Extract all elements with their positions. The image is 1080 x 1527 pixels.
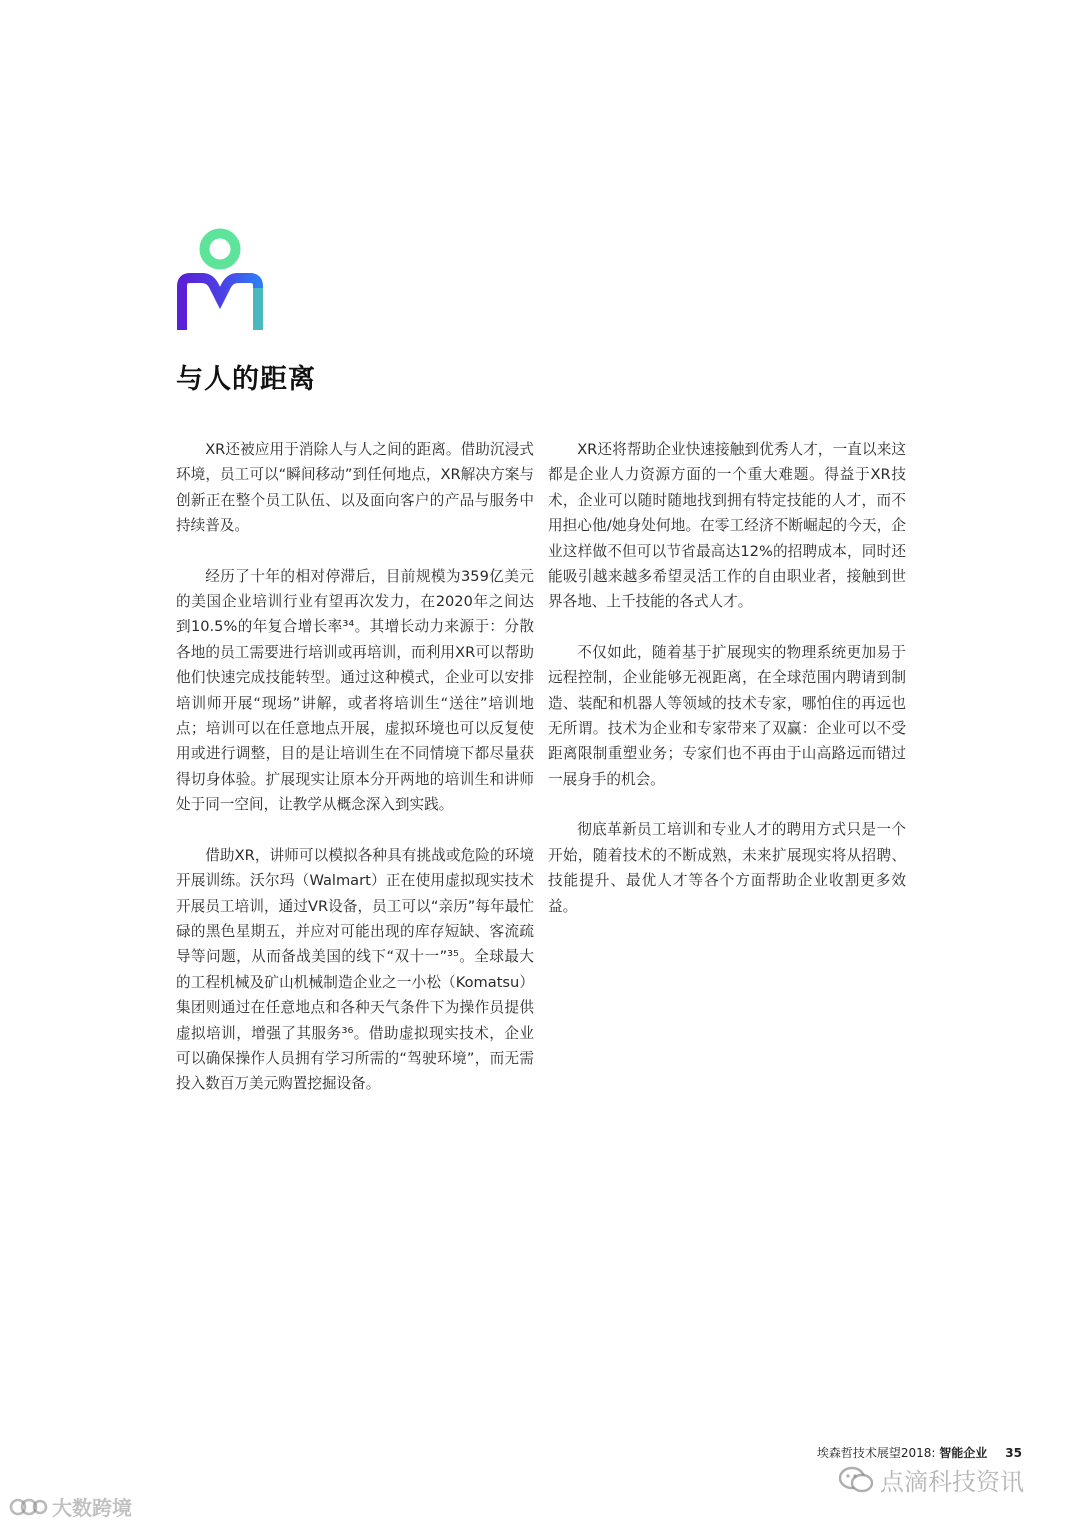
page-number: 35 — [1005, 1446, 1022, 1460]
right-column — [548, 437, 906, 944]
page-footer — [817, 1444, 1022, 1461]
watermark-left — [8, 1492, 132, 1521]
watermark-right — [838, 1462, 1024, 1497]
watermark-text: 大数跨境 — [52, 1496, 132, 1520]
paragraph: 经历了十年的相对停滞后，目前规模为359亿美元的美国企业培训行业有望再次发力，在2020年之间达到10.5%的年复合增长率³⁴。其增长动力来源于：分散各地的员工需要进行培训或再培训，而利用XR可以帮助他们快速完成技能转型。通过这种模式，企业可以安排培训师开展“现场”讲解，或者将培训生“送往”培训地点；培训可以在任意地点开展，虚拟环境也可以反复使用或进行调整，目的是让培训生在不同情境下都尽量获得切身体验。扩展现实让原本分开两地的培训生和讲师处于同一空间，让教学从概念深入到实践。 — [176, 567, 534, 814]
person-icon — [172, 228, 268, 332]
paragraph: XR还被应用于消除人与人之间的距离。借助沉浸式环境，员工可以“瞬间移动”到任何地点，XR解决方案与创新正在整个员工队伍、以及面向客户的产品与服务中持续普及。 — [176, 441, 534, 535]
section-name: 智能企业 — [939, 1446, 988, 1460]
chain-icon — [8, 1495, 48, 1519]
paragraph: 借助XR，讲师可以模拟各种具有挑战或危险的环境开展训练。沃尔玛（Walmart）正在使用虚拟现实技术开展员工培训，通过VR设备，员工可以“亲历”每年最忙碌的黑色星期五，并应对可能出现的库存短缺、客流疏导等问题，从而备战美国的线下“双十一”³⁵。全球最大的工程机械及矿山机械制造企业之一小松（Komatsu）集团则通过在任意地点和各种天气条件下为操作员提供虚拟培训，增强了其服务³⁶。借助虚拟现实技术，企业可以确保操作人员拥有学习所需的“驾驶环境”，而无需投入数百万美元购置挖掘设备。 — [176, 846, 534, 1093]
page-title: 与人的距离 — [176, 364, 316, 395]
paragraph: 不仅如此，随着基于扩展现实的物理系统更加易于远程控制，企业能够无视距离，在全球范围内聘请到制造、装配和机器人等领域的技术专家，哪怕住的再远也无所谓。技术为企业和专家带来了双赢：企业可以不受距离限制重塑业务；专家们也不再由于山高路远而错过一展身手的机会。 — [548, 643, 906, 788]
publication-name: 埃森哲技术展望2018: — [816, 1446, 940, 1460]
watermark-text: 点滴科技资讯 — [880, 1468, 1024, 1496]
paragraph: XR还将帮助企业快速接触到优秀人才，一直以来这都是企业人力资源方面的一个重大难题。得益于XR技术，企业可以随时随地找到拥有特定技能的人才，而不用担心他/她身处何地。在零工经济不断崛起的今天，企业这样做不但可以节省最高达12%的招聘成本，同时还能吸引越来越多希望灵活工作的自由职业者，接触到世界各地、上千技能的各式人才。 — [548, 441, 906, 611]
wechat-icon — [838, 1466, 874, 1494]
paragraph: 彻底革新员工培训和专业人才的聘用方式只是一个开始，随着技术的不断成熟，未来扩展现实将从招聘、技能提升、最优人才等各个方面帮助企业收割更多效益。 — [548, 821, 906, 915]
left-column — [176, 437, 534, 1122]
